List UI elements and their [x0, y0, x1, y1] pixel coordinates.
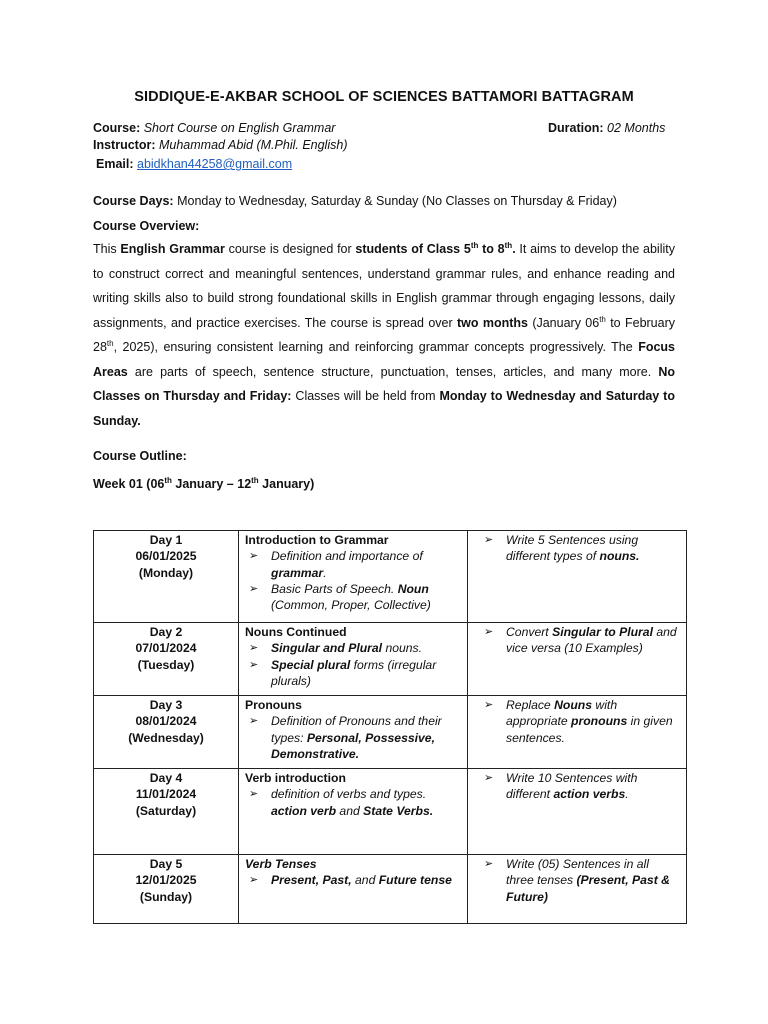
- week-heading: Week 01 (06th January – 12th January): [93, 475, 315, 491]
- topic-cell: [239, 769, 468, 855]
- task-cell: [468, 769, 687, 855]
- course-value: Short Course on English Grammar: [143, 121, 336, 135]
- list-item: ➢ Special plural forms (irregular plurals): [271, 657, 461, 690]
- list-item: ➢ definition of verbs and types. action verb and State Verbs.: [271, 786, 461, 819]
- topic-cell: [239, 855, 468, 924]
- list-item: ➢ Write 5 Sentences using different types of nouns.: [506, 532, 680, 565]
- table-row: [94, 769, 687, 855]
- list-item: ➢ Write (05) Sentences in all three tenses (Present, Past & Future): [506, 856, 680, 905]
- day-cell: Day 5 12/01/2025 (Sunday): [94, 855, 239, 924]
- day-cell: Day 2 07/01/2024 (Tuesday): [94, 623, 239, 696]
- topic-list: [245, 786, 461, 819]
- course-outline-table: [93, 530, 687, 924]
- instructor-value: Muhammad Abid (M.Phil. English): [158, 138, 348, 152]
- topic-list: [245, 713, 461, 762]
- day-cell: Day 1 06/01/2025 (Monday): [94, 531, 239, 623]
- topic-list: [245, 872, 461, 888]
- course-days-value: Monday to Wednesday, Saturday & Sunday (No Classes on Thursday & Friday): [177, 194, 617, 208]
- duration-line: [548, 119, 665, 137]
- day-cell: Day 3 08/01/2024 (Wednesday): [94, 696, 239, 769]
- email-label: Email:: [96, 157, 134, 171]
- topic-title: Nouns Continued: [245, 625, 347, 639]
- topic-title: Pronouns: [245, 698, 302, 712]
- topic-list: [245, 640, 461, 689]
- course-days-line: [93, 192, 617, 210]
- topic-cell: [239, 623, 468, 696]
- instructor-line: [93, 136, 347, 154]
- school-title: SIDDIQUE-E-AKBAR SCHOOL OF SCIENCES BATTAMORI BATTAGRAM: [134, 89, 634, 105]
- task-cell: [468, 855, 687, 924]
- table-row: [94, 696, 687, 769]
- table-row: [94, 623, 687, 696]
- list-item: ➢ Singular and Plural nouns.: [271, 640, 461, 656]
- duration-label: Duration:: [548, 121, 604, 135]
- topic-title: Verb introduction: [245, 771, 346, 785]
- table-row: [94, 855, 687, 924]
- task-cell: [468, 623, 687, 696]
- topic-title: Verb Tenses: [245, 857, 317, 871]
- task-cell: [468, 531, 687, 623]
- overview-heading: Course Overview:: [93, 219, 200, 233]
- task-cell: [468, 696, 687, 769]
- topic-cell: [239, 531, 468, 623]
- overview-paragraph: This English Grammar course is designed for students of Class 5th to 8th. It aims to develop the ability to construct correct and meaningful sentences, understand grammar rules, and enhance reading and writing skills also to build strong foundational skills in English grammar through engaging lessons, daily assignments, and practice exercises. The course is spread over two months (January 06th to February 28th, 2025), ensuring consistent learning and reinforcing grammar concepts progressively. The Focus Areas are parts of speech, sentence structure, punctuation, tenses, articles, and many more. No Classes on Thursday and Friday: Classes will be held from Monday to Wednesday and Saturday to Sunday.: [93, 240, 675, 428]
- list-item: ➢ Present, Past, and Future tense: [271, 872, 461, 888]
- topic-list: [245, 548, 461, 613]
- course-line: [93, 119, 335, 137]
- course-days-label: Course Days:: [93, 194, 174, 208]
- outline-heading: Course Outline:: [93, 449, 187, 463]
- list-item: ➢ Basic Parts of Speech. Noun (Common, Proper, Collective): [271, 581, 461, 614]
- course-label: Course:: [93, 121, 141, 135]
- duration-value: 02 Months: [607, 121, 666, 135]
- topic-cell: [239, 696, 468, 769]
- table-row: [94, 531, 687, 623]
- email-link[interactable]: abidkhan44258@gmail.com: [137, 157, 293, 171]
- topic-title: Introduction to Grammar: [245, 533, 389, 547]
- instructor-label: Instructor:: [93, 138, 156, 152]
- email-line: [96, 155, 292, 173]
- list-item: ➢ Definition of Pronouns and their types: Personal, Possessive, Demonstrative.: [271, 713, 461, 762]
- list-item: ➢ Definition and importance of grammar.: [271, 548, 461, 581]
- day-cell: Day 4 11/01/2024 (Saturday): [94, 769, 239, 855]
- list-item: ➢ Write 10 Sentences with different action verbs.: [506, 770, 680, 803]
- list-item: ➢ Replace Nouns with appropriate pronouns in given sentences.: [506, 697, 680, 746]
- list-item: ➢ Convert Singular to Plural and vice versa (10 Examples): [506, 624, 680, 657]
